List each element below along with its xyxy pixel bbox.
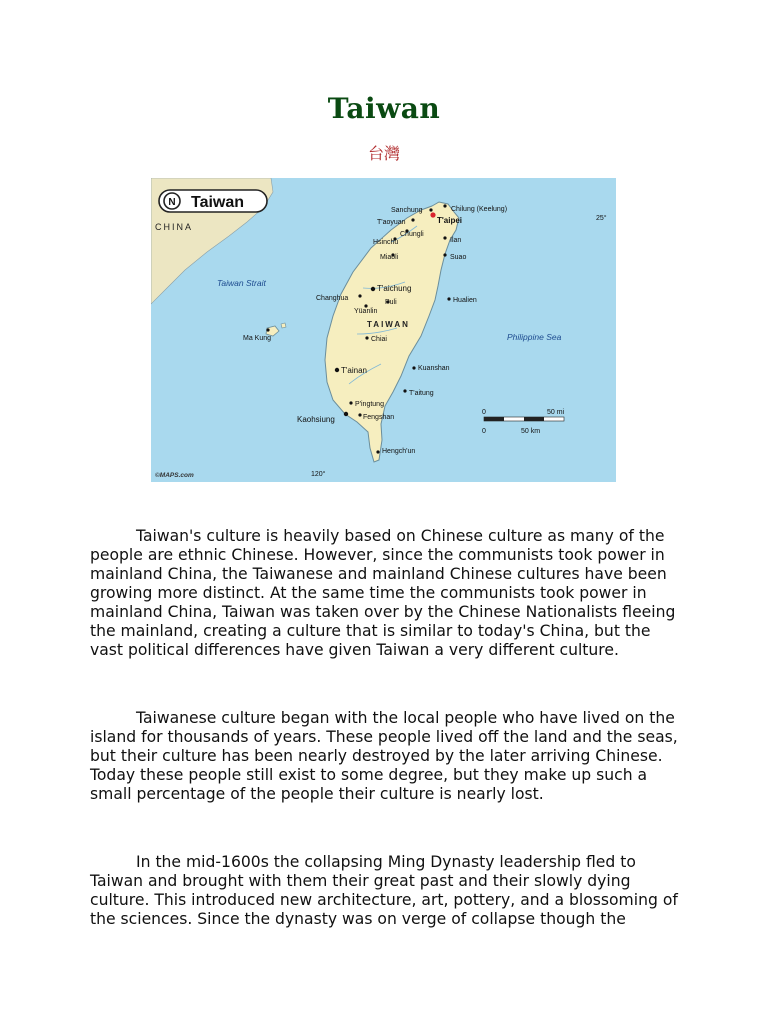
city-label: Chiai [371, 336, 387, 343]
scale-label: 0 [482, 428, 486, 435]
city-label: Chungli [400, 231, 424, 238]
city-label: P'ingtung [355, 401, 384, 408]
paragraph: In the mid-1600s the collapsing Ming Dynasty leadership fled to Taiwan and brought with them their great past and their slowly dying culture. This introduced new architecture, art, pottery, and a blossoming of the sciences. Since the dynasty was on verge of collapse though the [90, 853, 678, 928]
city-label: Hengch'un [382, 448, 416, 455]
scale-label: 50 km [521, 428, 541, 435]
scale-label: 50 mi [547, 409, 565, 416]
scale-label: 0 [482, 409, 486, 416]
page-title: Taiwan [327, 92, 441, 125]
label-taiwan: TAIWAN [367, 320, 410, 329]
city-dot [266, 328, 269, 331]
city-label: Ma Kung [243, 335, 272, 342]
city-dot [443, 253, 446, 256]
city-dot [443, 204, 446, 207]
city-label: Miaoli [380, 254, 399, 261]
city-dot [358, 413, 361, 416]
compass-letter: N [168, 197, 176, 208]
chinese-subtitle: 台灣 [367, 144, 400, 163]
city-dot [412, 366, 415, 369]
paragraph: Taiwan's culture is heavily based on Chinese culture as many of the people are ethnic Chinese. However, since the communists took power in mainland China, the Taiwanese and mainland Chinese cultures have been growing more distinct. At the same time the communists took power in mainland China, Taiwan was taken over by the Chinese Nationalists fleeing the mainland, creating a culture that is similar to today's China, but the vast political differences have given Taiwan a very different culture. [90, 527, 676, 659]
city-label: Ilan [450, 237, 462, 244]
map-svg [151, 178, 616, 482]
city-dot [371, 287, 375, 291]
city-label: Puli [385, 299, 397, 306]
city-dot [344, 412, 348, 416]
city-label: Hualien [453, 297, 477, 304]
city-dot [335, 368, 339, 372]
city-label: T'aitung [409, 390, 434, 397]
city-dot [443, 236, 446, 239]
city-label: Kuanshan [418, 365, 450, 372]
capital-marker [430, 212, 435, 217]
city-label: T'ainan [341, 366, 367, 375]
label-philippine-sea: Philippine Sea [507, 332, 562, 342]
city-label: Chilung (Keelung) [451, 206, 508, 213]
city-dot [349, 401, 352, 404]
city-label: Fengshan [363, 414, 395, 421]
map-badge-label: Taiwan [191, 194, 245, 211]
map-credit: ©MAPS.com [155, 472, 194, 479]
city-label: Hsinchu [373, 239, 399, 246]
city-dot [411, 218, 414, 221]
city-label: T'aoyuan [377, 219, 406, 226]
city-dot [376, 450, 379, 453]
city-label: Suao [450, 254, 467, 261]
latitude-label: 25° [596, 215, 607, 222]
longitude-label: 120° [311, 471, 326, 478]
city-label: Yüanlin [354, 308, 378, 315]
city-label: Kaohsiung [297, 415, 335, 424]
city-label: Sanchung [391, 207, 423, 214]
city-label: T'aichung [377, 284, 412, 293]
label-taiwan-strait: Taiwan Strait [217, 278, 266, 288]
city-label: T'aipei [437, 216, 463, 225]
city-dot [358, 294, 361, 297]
paragraph: Taiwanese culture began with the local people who have lived on the island for thousands of years. These people lived off the land and the seas, but their culture has been nearly destroyed by the later arriving Chinese. Today these people still exist to some degree, but they make up such a small percentage of the people their culture is nearly lost. [90, 709, 678, 803]
city-dot [365, 336, 368, 339]
penghu-islet [281, 323, 286, 328]
city-dot [447, 297, 450, 300]
taiwan-map [151, 178, 616, 482]
city-dot [429, 208, 432, 211]
city-label: Changhua [316, 295, 349, 302]
label-china: CHINA [155, 222, 194, 232]
city-dot [403, 389, 406, 392]
map-badge [159, 190, 267, 212]
